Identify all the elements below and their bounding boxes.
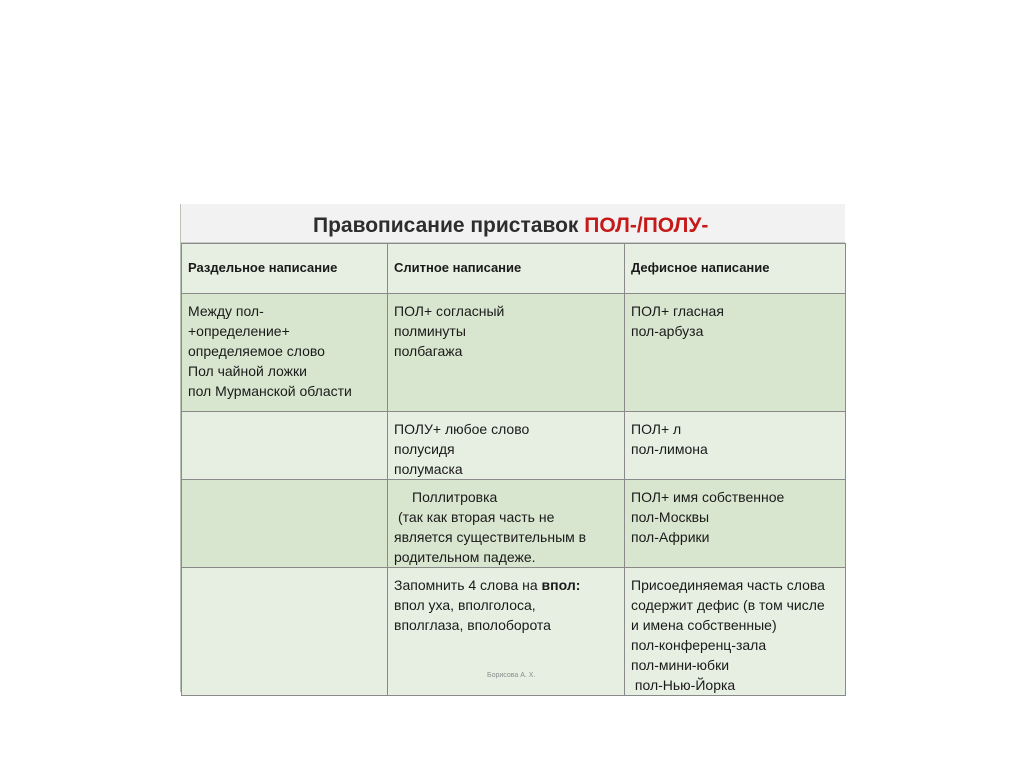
cell-line: (так как вторая часть не	[398, 509, 555, 525]
cell-line: впол уха, вполголоса,	[394, 597, 536, 613]
cell-line: ПОЛ+ имя собственное	[631, 489, 785, 505]
cell-line: пол-Нью-Йорка	[631, 677, 736, 693]
cell-line: ПОЛУ+ любое слово	[394, 421, 530, 437]
cell-line: содержит дефис (в том числе	[631, 597, 825, 613]
cell-hyphen	[625, 480, 846, 568]
column-header-joined: Слитное написание	[388, 244, 625, 294]
cell-line: полумаска	[394, 461, 463, 477]
cell-line: Поллитровка	[412, 489, 498, 505]
column-header-separate: Раздельное написание	[182, 244, 388, 294]
cell-line: пол-мини-юбки	[631, 657, 730, 673]
remember-text: Запомнить 4 слова на	[394, 577, 542, 593]
cell-line: полусидя	[394, 441, 455, 457]
cell-line: полминуты	[394, 323, 466, 339]
slide-title	[313, 214, 708, 238]
table-row	[182, 412, 846, 480]
cell-hyphen	[625, 412, 846, 480]
cell-joined	[388, 480, 625, 568]
cell-line: ПОЛ+ согласный	[394, 303, 505, 319]
spelling-table	[181, 243, 846, 696]
cell-line: +определение+	[188, 323, 290, 339]
cell-hyphen	[625, 568, 846, 696]
title-bar	[181, 204, 845, 243]
title-accent: ПОЛ-/ПОЛУ-	[584, 214, 709, 237]
cell-separate	[182, 294, 388, 412]
slide	[180, 204, 845, 692]
cell-separate	[182, 480, 388, 568]
cell-line: Между пол-	[188, 303, 264, 319]
cell-line: вполглаза, вполоборота	[394, 617, 551, 633]
cell-line: является существительным в	[394, 529, 587, 545]
cell-line: пол-конференц-зала	[631, 637, 767, 653]
cell-separate	[182, 412, 388, 480]
cell-joined	[388, 294, 625, 412]
cell-hyphen	[625, 294, 846, 412]
cell-joined	[388, 412, 625, 480]
cell-line: пол-лимона	[631, 441, 708, 457]
table-row	[182, 480, 846, 568]
cell-separate	[182, 568, 388, 696]
cell-line: пол Мурманской области	[188, 383, 352, 399]
cell-line: определяемое слово	[188, 343, 325, 359]
remember-bold: впол:	[541, 577, 581, 593]
column-header-hyphen: Дефисное написание	[625, 244, 846, 294]
title-main: Правописание приставок	[313, 214, 585, 237]
table-header-row	[182, 244, 846, 294]
cell-line: пол-Африки	[631, 529, 710, 545]
cell-line: пол-Москвы	[631, 509, 710, 525]
cell-line	[394, 575, 618, 595]
cell-line: полбагажа	[394, 343, 463, 359]
cell-line: родительном падеже.	[394, 549, 536, 565]
table-row	[182, 294, 846, 412]
cell-line: ПОЛ+ гласная	[631, 303, 724, 319]
cell-line: Присоединяемая часть слова	[631, 577, 825, 593]
cell-line: и имена собственные)	[631, 617, 777, 633]
author-footer: Борисова А. Х.	[487, 672, 536, 679]
cell-line: Пол чайной ложки	[188, 363, 307, 379]
cell-line: пол-арбуза	[631, 323, 704, 339]
cell-line: ПОЛ+ л	[631, 421, 682, 437]
